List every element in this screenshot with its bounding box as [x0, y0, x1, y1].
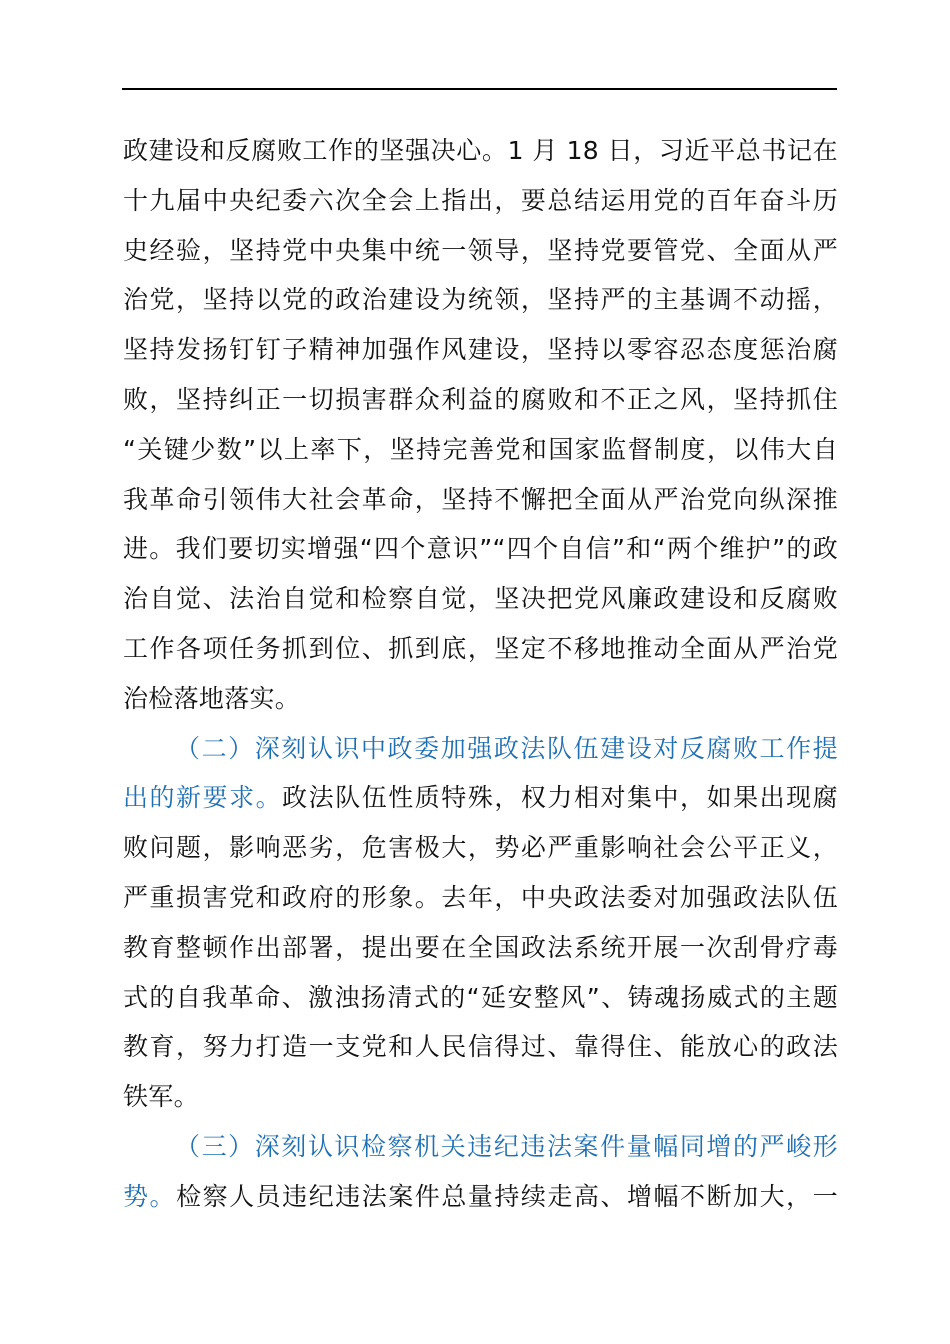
- paragraph-line: 进。我们要切实增强“四个意识”“四个自信”和“两个维护”的政: [123, 534, 838, 564]
- paragraph-line: [123, 773, 838, 823]
- paragraph-line: 败，坚持纠正一切损害群众利益的腐败和不正之风，坚持抓住: [123, 384, 838, 414]
- paragraph-line: 史经验，坚持党中央集中统一领导，坚持党要管党、全面从严: [123, 235, 838, 265]
- paragraph-line: “关键少数”以上率下，坚持完善党和国家监督制度，以伟大自: [123, 434, 838, 464]
- paragraph-text: 政法队伍性质特殊，权力相对集中，如果出现腐: [282, 783, 838, 813]
- paragraph-line: 治自觉、法治自觉和检察自觉，坚决把党风廉政建设和反腐败: [123, 584, 838, 614]
- paragraph-line: 治检落地落实。: [123, 683, 301, 713]
- paragraph-text: 检察人员违纪违法案件总量持续走高、增幅不断加大，一: [176, 1181, 838, 1211]
- paragraph-line: 十九届中央纪委六次全会上指出，要总结运用党的百年奋斗历: [123, 185, 838, 215]
- section-heading-2-end: 出的新要求。: [123, 783, 283, 813]
- paragraph-line: 式的自我革命、激浊扬清式的“延安整风”、铸魂扬威式的主题: [123, 982, 838, 1012]
- paragraph-line: 铁军。: [123, 1082, 199, 1112]
- paragraph-line: 教育，努力打造一支党和人民信得过、靠得住、能放心的政法: [123, 1032, 838, 1062]
- section-heading-2: （二）深刻认识中政委加强政法队伍建设对反腐败工作提: [175, 733, 838, 763]
- paragraph-line: 治党，坚持以党的政治建设为统领，坚持严的主基调不动摇，: [123, 285, 838, 315]
- paragraph-line: 坚持发扬钉钉子精神加强作风建设，坚持以零容忍态度惩治腐: [123, 335, 838, 365]
- paragraph-line: 败问题，影响恶劣，危害极大，势必严重影响社会公平正义，: [123, 833, 838, 863]
- paragraph-line: [123, 1172, 838, 1222]
- paragraph-line: 政建设和反腐败工作的坚强决心。1 月 18 日，习近平总书记在: [123, 136, 838, 165]
- paragraph-line: 教育整顿作出部署，提出要在全国政法系统开展一次刮骨疗毒: [123, 932, 838, 962]
- header-rule: [122, 88, 837, 90]
- section-heading-3: （三）深刻认识检察机关违纪违法案件量幅同增的严峻形: [175, 1131, 838, 1161]
- paragraph-line: 工作各项任务抓到位、抓到底，坚定不移地推动全面从严治党: [123, 633, 838, 663]
- paragraph-line: 严重损害党和政府的形象。去年，中央政法委对加强政法队伍: [123, 882, 838, 912]
- body-text: [123, 126, 838, 1222]
- paragraph-line: 我革命引领伟大社会革命，坚持不懈把全面从严治党向纵深推: [123, 484, 838, 514]
- section-heading-3-end: 势。: [123, 1181, 177, 1211]
